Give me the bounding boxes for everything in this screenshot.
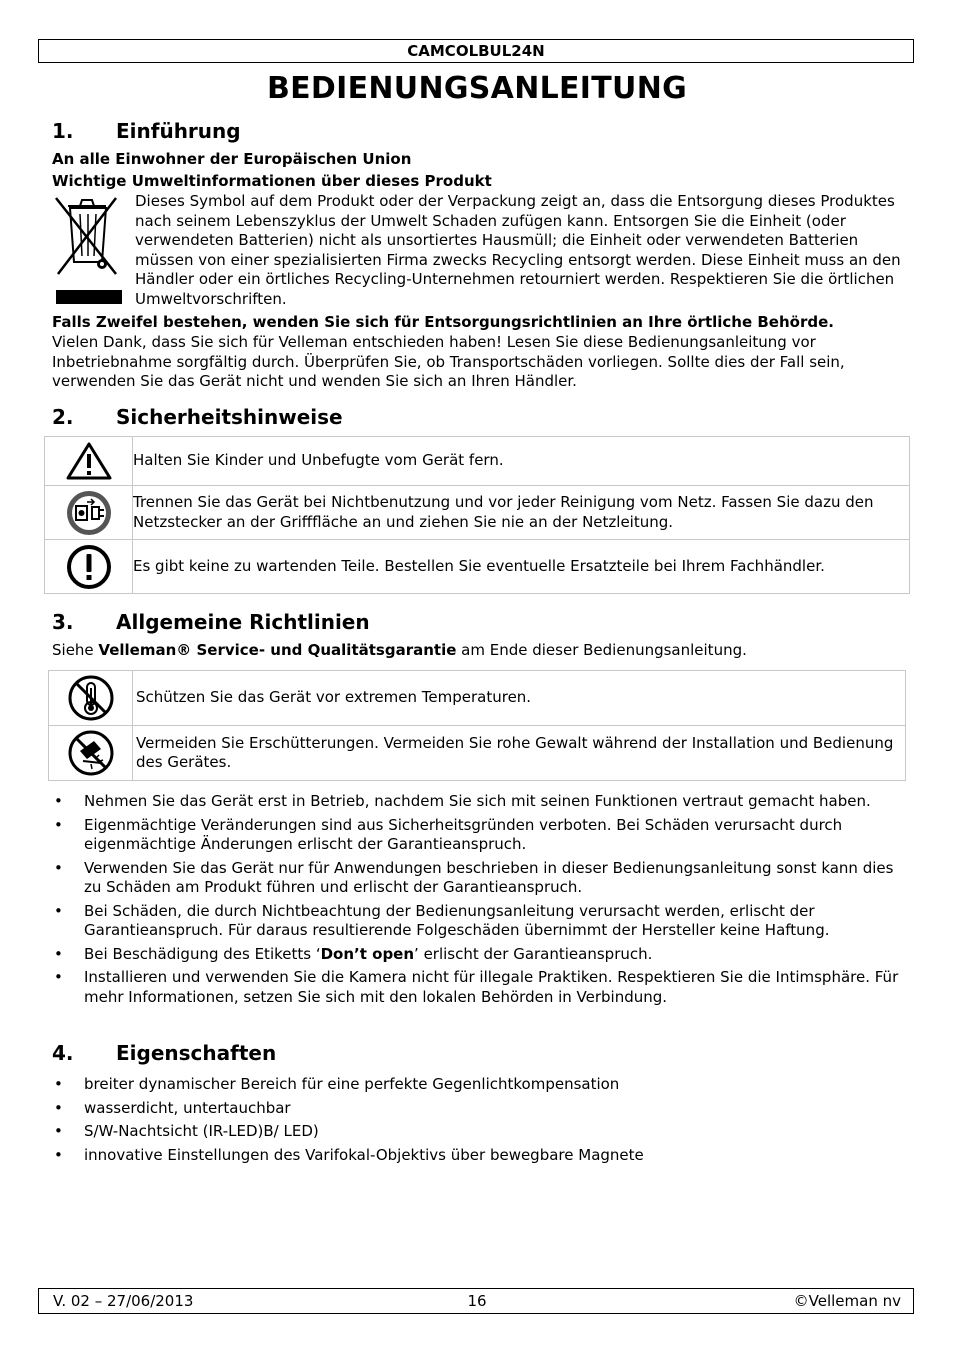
list-item: • innovative Einstellungen des Varifokal-Objektivs über bewegbare Magnete (54, 1145, 644, 1164)
no-shock-icon (49, 726, 133, 781)
guarantee-reference: Siehe Velleman® Service- und Qualitätsgarantie am Ende dieser Bedienungsanleitung. (52, 641, 747, 659)
guidelines-table (48, 670, 906, 781)
intro-paragraph: Vielen Dank, dass Sie sich für Velleman entschieden haben! Lesen Sie diese Bedienungsanleitung vor Inbetriebnahme sorgfältig durch. Überprüfen Sie, ob Transportschäden vorliegen. Sollte dies der Fall sein, verwenden Sie das Gerät nicht und wenden Sie sich an Ihren Händler. (52, 333, 845, 390)
unplug-icon (45, 486, 133, 540)
warning-triangle-icon (45, 437, 133, 486)
dont-open-label: Don’t open (320, 944, 415, 963)
no-extreme-temperature-icon (49, 671, 133, 726)
safety-text: Trennen Sie das Gerät bei Nichtbenutzung und vor jeder Reinigung vom Netz. Fassen Sie dazu den Netzstecker an der Grifffläche an und ziehen Sie nie an der Netzleitung. (133, 486, 910, 540)
copyright: ©Velleman nv (793, 1292, 901, 1310)
list-item: • S/W-Nachtsicht (IR-LED)B/ LED) (54, 1122, 319, 1140)
list-item: • Verwenden Sie das Gerät nur für Anwendungen beschrieben in dieser Bedienungsanleitung sonst kann dies zu Schäden am Produkt führen und erlischt der Garantieanspruch. (54, 858, 894, 896)
list-item: • breiter dynamischer Bereich für eine perfekte Gegenlichtkompensation (54, 1075, 620, 1093)
section-1-heading: 1. Einführung (52, 119, 241, 143)
safety-table (44, 436, 910, 594)
section-4-heading: 4. Eigenschaften (52, 1041, 277, 1065)
disposal-warning: Falls Zweifel bestehen, wenden Sie sich für Entsorgungsrichtlinien an Ihre örtliche Behörde. (52, 313, 834, 331)
section-2-heading: 2. Sicherheitshinweise (52, 405, 343, 429)
guideline-text: Vermeiden Sie Erschütterungen. Vermeiden Sie rohe Gewalt während der Installation und Bedienung des Gerätes. (133, 726, 906, 781)
list-item: • Nehmen Sie das Gerät erst in Betrieb, nachdem Sie sich mit seinen Funktionen vertraut gemacht haben. (54, 792, 871, 810)
list-item: • Installieren und verwenden Sie die Kamera nicht für illegale Praktiken. Respektieren Sie die Intimsphäre. Für mehr Informationen, setzen Sie sich mit den lokalen Behörden in Verbindung. (54, 968, 899, 1006)
safety-row (45, 437, 910, 486)
safety-text: Halten Sie Kinder und Unbefugte vom Gerät fern. (133, 437, 910, 486)
environment-subheading: Wichtige Umweltinformationen über dieses Produkt (52, 172, 492, 190)
eu-residents-subheading: An alle Einwohner der Europäischen Union (52, 150, 412, 168)
list-item: • Bei Beschädigung des Etiketts ‘Don’t open’ erlischt der Garantieanspruch. (54, 944, 653, 963)
safety-row (45, 540, 910, 594)
exclamation-circle-icon (45, 540, 133, 594)
guideline-text: Schützen Sie das Gerät vor extremen Temperaturen. (133, 671, 906, 726)
page-header (38, 39, 914, 63)
guideline-row (49, 726, 906, 781)
guidelines-list (52, 792, 902, 1011)
list-item: • wasserdicht, untertauchbar (54, 1098, 291, 1117)
page-number: 16 (467, 1292, 487, 1310)
features-list (52, 1075, 902, 1169)
guarantee-reference-bold: Velleman® Service- und Qualitätsgarantie (98, 641, 457, 659)
list-item: • Bei Schäden, die durch Nichtbeachtung der Bedienungsanleitung verursacht werden, erlischt der Garantieanspruch. Für daraus resultierende Folgeschäden übernimmt der Hersteller keine Haftung. (54, 901, 830, 939)
guideline-row (49, 671, 906, 726)
safety-row (45, 486, 910, 540)
list-item: • Eigenmächtige Veränderungen sind aus Sicherheitsgründen verboten. Bei Schäden verursacht durch eigenmächtige Änderungen erlischt der Garantieanspruch. (54, 815, 843, 853)
document-title: BEDIENUNGSANLEITUNG (266, 71, 688, 106)
page-footer (38, 1288, 914, 1314)
version-date: V. 02 – 27/06/2013 (53, 1292, 194, 1310)
weee-disposal-text: Dieses Symbol auf dem Produkt oder der Verpackung zeigt an, dass die Entsorgung dieses Produktes nach seinem Lebenszyklus der Umwelt Schaden zufügen kann. Entsorgen Sie die Einheit (oder verwendeten Batterien) nicht als unsortiertes Hausmüll; die Einheit oder verwendeten Batterien müssen von einer spezialisierten Firma zwecks Recycling entsorgt werden. Diese Einheit muss an den Händler oder ein örtliches Recycling-Unternehmen retourniert werden. Respektieren Sie die örtlichen Umweltvorschriften. (135, 192, 901, 308)
section-3-heading: 3. Allgemeine Richtlinien (52, 610, 370, 634)
crossed-out-wheelie-bin-icon (52, 194, 124, 306)
safety-text: Es gibt keine zu wartenden Teile. Bestellen Sie eventuelle Ersatzteile bei Ihrem Fachhändler. (133, 540, 910, 594)
model-name: CAMCOLBUL24N (407, 42, 545, 60)
